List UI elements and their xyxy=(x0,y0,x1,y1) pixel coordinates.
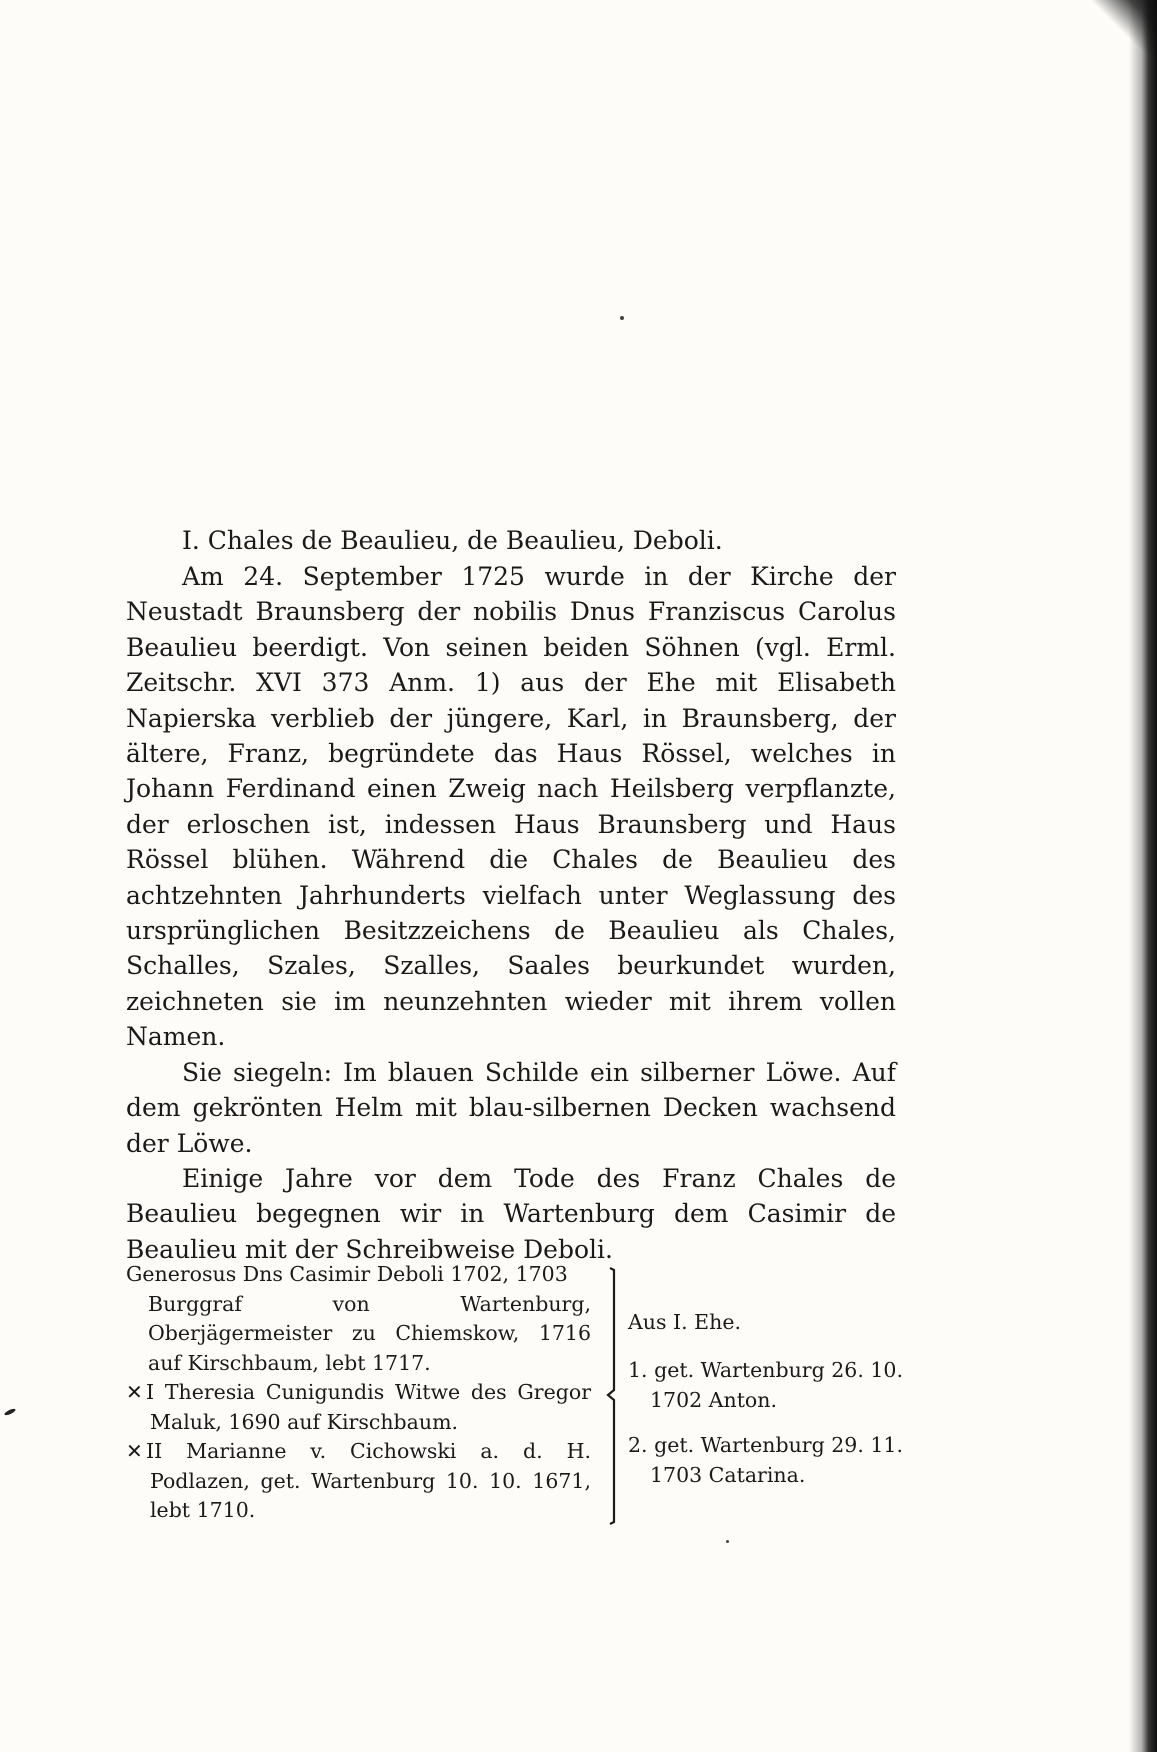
genealogy-brace xyxy=(606,1266,620,1526)
parent-name: Generosus Dns Casimir Deboli 1702, 1703 xyxy=(126,1262,568,1286)
marriage-first-text: I Theresia Cunigundis Witwe des Gregor Maluk, 1690 auf Kirschbaum. xyxy=(146,1380,591,1434)
marriage-second-text: II Marianne v. Cichowski a. d. H. Podlazen, get. Wartenburg 10. 10. 1671, lebt 1710. xyxy=(146,1439,591,1522)
child-entry: 1. get. Wartenburg 26. 10. 1702 Anton. xyxy=(628,1358,903,1412)
main-text xyxy=(126,523,896,1267)
section-heading: I. Chales de Beaulieu, de Beaulieu, Deboli. xyxy=(182,526,723,555)
parent-entry xyxy=(126,1260,591,1290)
paragraph-casimir: Einige Jahre vor dem Tode des Franz Chales de Beaulieu begegnen wir in Wartenburg dem Casimir de Beaulieu mit der Schreibweise Deboli. xyxy=(126,1163,896,1264)
marriage-label: Aus I. Ehe. xyxy=(628,1310,741,1334)
paragraph-history: Am 24. September 1725 wurde in der Kirche der Neustadt Braunsberg der nobilis Dnus Franziscus Carolus Beaulieu beerdigt. Von seinen beiden Söhnen (vgl. Erml. Zeitschr. XVI 373 Anm. 1) aus der Ehe mit Elisabeth Napierska verblieb der jüngere, Karl, in Braunsberg, der ältere, Franz, begründete das Haus Rössel, welches in Johann Ferdinand einen Zweig nach Heilsberg verpflanzte, der erloschen ist, indessen Haus Braunsberg und Haus Rössel blühen. Während die Chales de Beaulieu des achtzehnten Jahrhunderts vielfach unter Weglassung des ursprünglichen Besitzzeichens de Beaulieu als Chales, Schalles, Szales, Szalles, Saales beurkundet wurden, zeichneten sie im neunzehnten wieder mit ihrem vollen Namen. xyxy=(126,562,896,1052)
marriage-cross-icon: ✕ xyxy=(126,1380,143,1404)
paragraph-seal: Sie siegeln: Im blauen Schilde ein silberner Löwe. Auf dem gekrönten Helm mit blau-silbernen Decken wachsend der Löwe. xyxy=(126,1057,896,1158)
parent-column xyxy=(126,1260,591,1526)
child-entry: 2. get. Wartenburg 29. 11. 1703 Catarina. xyxy=(628,1433,903,1487)
genealogy-table xyxy=(126,1260,906,1530)
marriage-cross-icon: ✕ xyxy=(126,1439,143,1463)
print-speck xyxy=(4,1408,17,1417)
print-speck xyxy=(620,316,624,320)
parent-details: Burggraf von Wartenburg, Oberjägermeister zu Chiemskow, 1716 auf Kirschbaum, lebt 1717. xyxy=(148,1291,591,1375)
page-edge-shadow xyxy=(1129,0,1157,1752)
marriage-first xyxy=(126,1378,591,1437)
print-speck xyxy=(726,1540,729,1543)
marriage-second xyxy=(126,1437,591,1526)
